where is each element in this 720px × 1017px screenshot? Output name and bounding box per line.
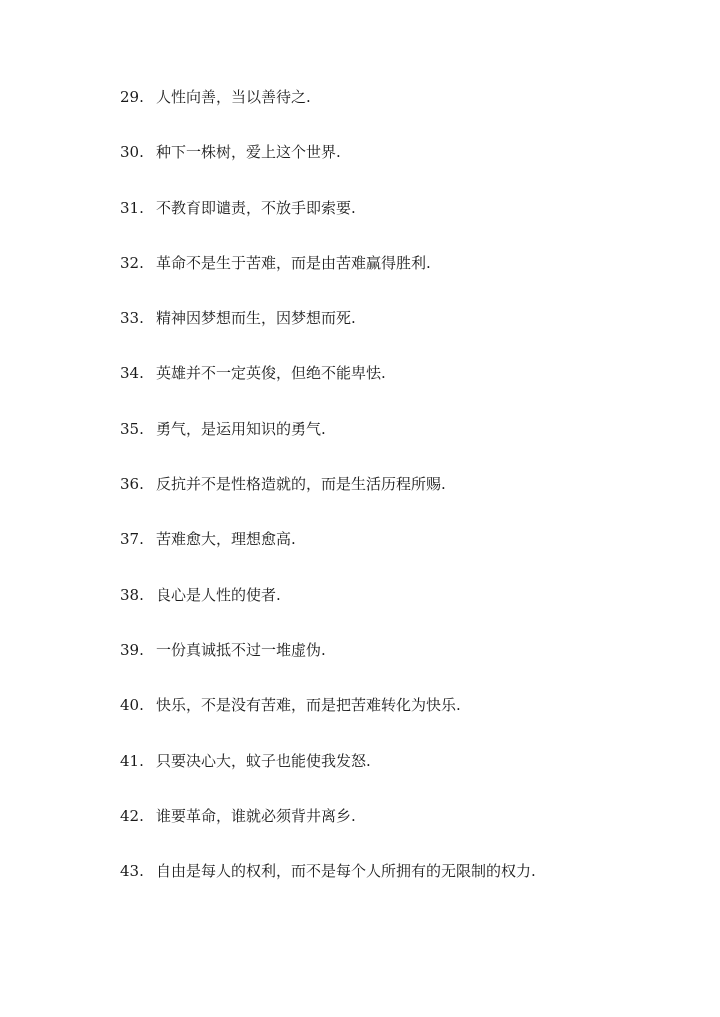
item-number: 29.	[120, 88, 144, 106]
item-number: 41.	[120, 751, 144, 770]
list-item	[120, 528, 700, 583]
item-number: 38.	[120, 585, 144, 604]
item-text: 精神因梦想而生，因梦想而死.	[156, 309, 356, 328]
list-item	[120, 805, 700, 860]
item-text: 只要决心大，蚊子也能使我发怒.	[156, 751, 371, 770]
list-item	[120, 252, 700, 307]
list-item	[120, 362, 700, 417]
item-text: 苦难愈大，理想愈高.	[156, 530, 296, 549]
item-number: 36.	[120, 475, 144, 494]
item-number: 35.	[120, 419, 144, 438]
item-text: 英雄并不一定英俊，但绝不能卑怯.	[156, 364, 386, 383]
item-number: 34.	[120, 364, 144, 383]
item-text: 快乐，不是没有苦难，而是把苦难转化为快乐.	[156, 696, 461, 715]
item-number: 42.	[120, 806, 144, 825]
item-number: 31.	[120, 198, 144, 217]
item-text: 勇气，是运用知识的勇气.	[156, 419, 326, 438]
item-number: 30.	[120, 143, 144, 162]
item-text: 一份真诚抵不过一堆虚伪.	[156, 640, 326, 659]
item-text: 谁要革命，谁就必须背井离乡.	[156, 806, 356, 825]
item-number: 43.	[120, 862, 144, 881]
list-item	[120, 860, 700, 915]
list-item	[120, 418, 700, 473]
item-text: 反抗并不是性格造就的，而是生活历程所赐.	[156, 475, 446, 494]
list-item	[120, 639, 700, 694]
item-text: 革命不是生于苦难，而是由苦难赢得胜利.	[156, 253, 431, 272]
list-item	[120, 86, 700, 141]
list-item	[120, 584, 700, 639]
numbered-quote-list	[120, 86, 700, 915]
item-number: 39.	[120, 640, 144, 659]
list-item	[120, 141, 700, 196]
list-item	[120, 307, 700, 362]
list-item	[120, 197, 700, 252]
item-number: 37.	[120, 530, 144, 549]
item-number: 32.	[120, 253, 144, 272]
item-number: 33.	[120, 309, 144, 328]
list-item	[120, 694, 700, 749]
item-text: 种下一株树，爱上这个世界.	[156, 143, 341, 162]
item-text: 不教育即谴责，不放手即索要.	[156, 198, 356, 217]
item-text: 自由是每人的权利，而不是每个人所拥有的无限制的权力.	[156, 862, 536, 881]
list-item	[120, 750, 700, 805]
item-text: 人性向善，当以善待之.	[156, 88, 311, 106]
item-text: 良心是人性的使者.	[156, 585, 281, 604]
item-number: 40.	[120, 696, 144, 715]
list-item	[120, 473, 700, 528]
